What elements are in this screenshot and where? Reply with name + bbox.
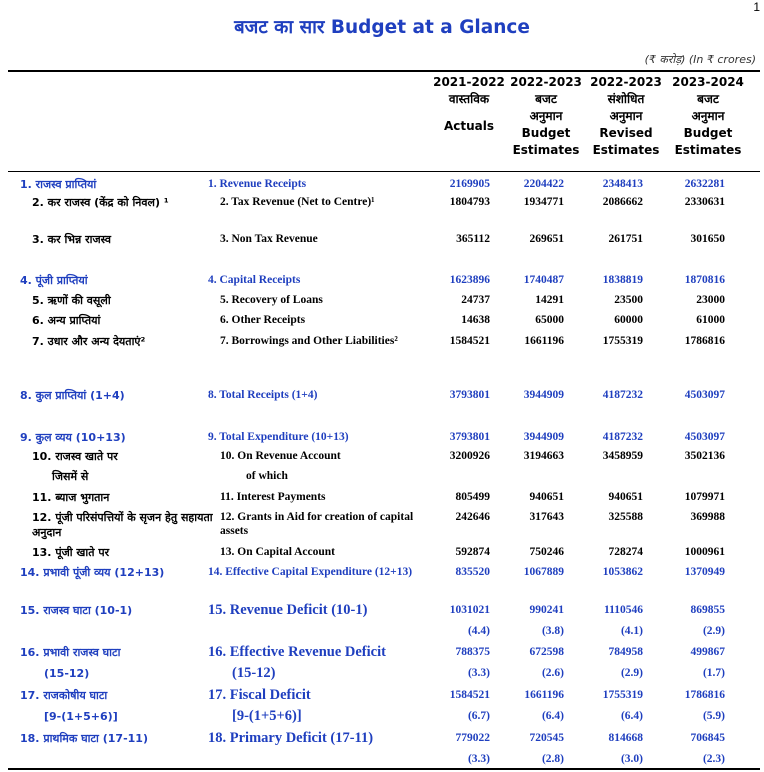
column-header-budget-2023-24: 2023-2024 बजट अनुमान Budget Estimates <box>672 75 744 157</box>
column-header-budget-2022-23: 2022-2023 बजट अनुमान Budget Estimates <box>510 75 582 157</box>
unit-note: (₹ करोड़) (In ₹ crores) <box>644 53 756 66</box>
bottom-rule <box>8 768 760 770</box>
page-number: 1 <box>753 0 760 14</box>
column-header-revised-2022-23: 2022-2023 संशोधित अनुमान Revised Estimates <box>590 75 662 157</box>
page-title: बजट का सार Budget at a Glance <box>234 17 530 38</box>
top-rule <box>8 70 760 72</box>
column-header-actuals-2021-22: 2021-2022 वास्तविक Actuals <box>433 75 505 133</box>
header-rule <box>8 171 760 172</box>
